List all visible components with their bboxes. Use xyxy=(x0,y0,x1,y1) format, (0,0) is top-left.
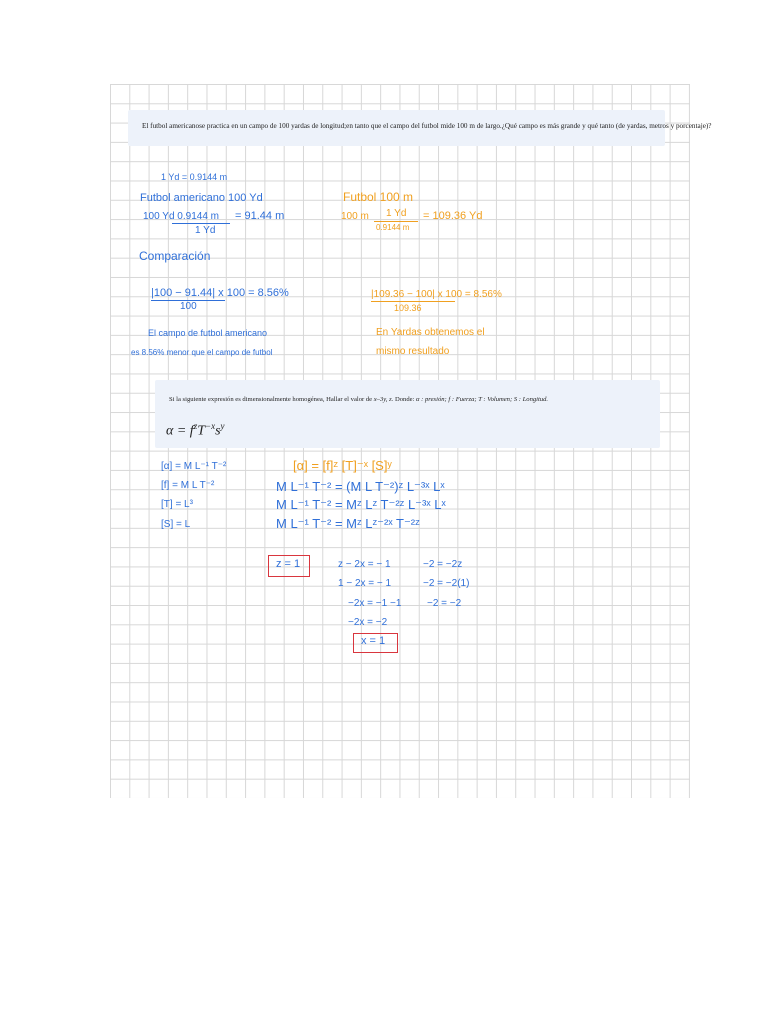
right-step-3: −2 = −2 xyxy=(427,598,462,609)
x-answer: x = 1 xyxy=(361,635,386,647)
americano-fraction-bar xyxy=(172,223,230,224)
problem-2-text: Si la siguiente expresión es dimensionalmente homogénea, Hallar el valor de x–3y, z. Donde: α : presión; f : Fuerza; T : Volumen; S : Longitud. xyxy=(169,396,549,403)
conclusion-orange-line-2: mismo resultado xyxy=(376,346,450,357)
dim-f: [f] = M L T⁻² xyxy=(161,480,215,491)
equation-4: M L⁻¹ T⁻² = Mᶻ Lᶻ⁻²ˣ T⁻²ᶻ xyxy=(276,516,420,531)
comparison-left-denominator: 100 xyxy=(180,301,197,312)
americano-denominator: 1 Yd xyxy=(195,225,216,236)
z-answer: z = 1 xyxy=(276,558,301,570)
futbol-numerator: 1 Yd xyxy=(386,208,407,219)
step-1: z − 2x = − 1 xyxy=(338,559,391,570)
comparison-left-numerator: |100 − 91.44| x 100 = 8.56% xyxy=(151,287,289,299)
conclusion-blue-line-1: El campo de futbol americano xyxy=(148,328,268,338)
step-4: −2x = −2 xyxy=(348,617,388,628)
equation-3: M L⁻¹ T⁻² = Mᶻ Lᶻ T⁻²ᶻ L⁻³ˣ Lˣ xyxy=(276,497,446,512)
equation-2: M L⁻¹ T⁻² = (M L T⁻²)ᶻ L⁻³ˣ Lˣ xyxy=(276,479,445,494)
dim-alpha: [α] = M L⁻¹ T⁻² xyxy=(161,461,227,472)
step-3: −2x = −1 −1 xyxy=(348,598,402,609)
americano-result: = 91.44 m xyxy=(235,210,285,222)
problem-1-text: El futbol americanose practica en un campo de 100 yardas de longitud;en tanto que el campo del futbol mide 100 m de largo.¿Qué campo es más grande y qué tanto (de yardas, metros y porcentaje)? xyxy=(142,122,712,130)
comparison-right-numerator: |109.36 − 100| x 100 = 8.56% xyxy=(371,289,502,300)
comparacion-heading: Comparación xyxy=(139,249,211,263)
conclusion-orange-line-1: En Yardas obtenemos el xyxy=(376,327,485,338)
right-step-2: −2 = −2(1) xyxy=(423,578,470,589)
conclusion-blue-line-2: es 8.56% menor que el campo de futbol xyxy=(131,348,273,357)
problem-2-formula: $\alpha = f^zT^{-x}s^y$ xyxy=(166,421,225,439)
futbol-title: Futbol 100 m xyxy=(343,190,414,204)
futbol-denominator: 0.9144 m xyxy=(376,223,410,232)
americano-title: Futbol americano 100 Yd xyxy=(140,192,263,204)
conversion-factor: 1 Yd = 0.9144 m xyxy=(161,172,228,182)
dim-S: [S] = L xyxy=(161,519,191,530)
futbol-fraction-bar xyxy=(374,221,418,222)
step-2: 1 − 2x = − 1 xyxy=(338,578,392,589)
americano-numerator: 100 Yd 0.9144 m xyxy=(143,211,219,222)
comparison-right-denominator: 109.36 xyxy=(394,303,422,313)
comparison-right-fraction-bar xyxy=(371,301,455,302)
dim-T: [T] = L³ xyxy=(161,499,193,510)
problem-2-box xyxy=(155,380,660,448)
futbol-left: 100 m xyxy=(341,211,369,222)
equation-1: [α] = [f]ᶻ [T]⁻ˣ [S]ʸ xyxy=(293,458,392,473)
right-step-1: −2 = −2z xyxy=(423,559,463,570)
futbol-result: = 109.36 Yd xyxy=(423,210,483,222)
